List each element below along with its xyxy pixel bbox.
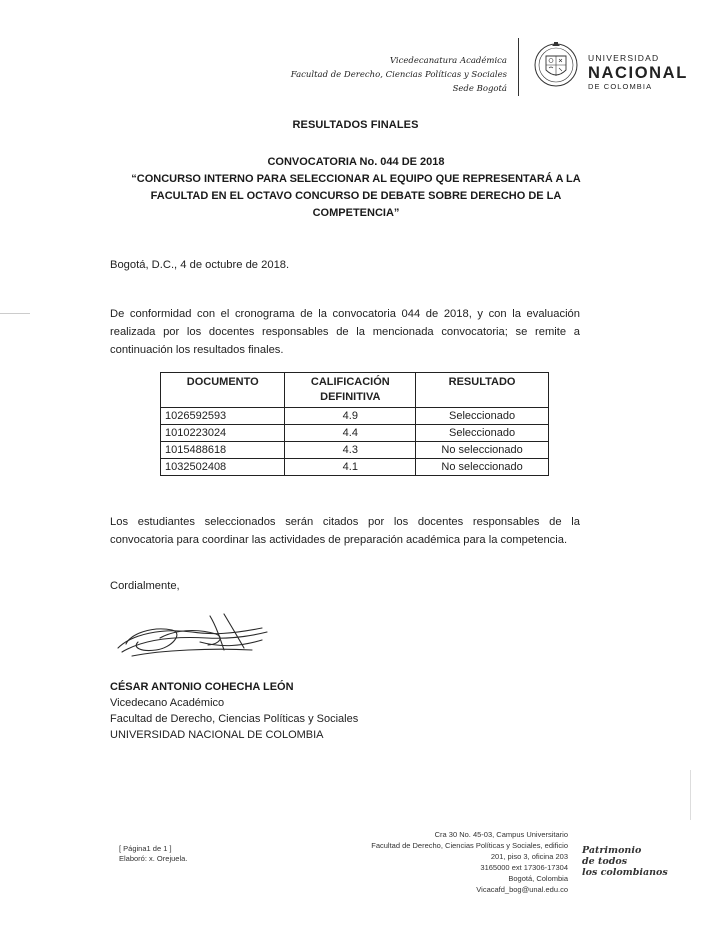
scan-mark [690, 770, 691, 820]
university-seal-icon [532, 40, 580, 88]
university-line1: UNIVERSIDAD [588, 53, 660, 63]
column-header-calificacion: CALIFICACIÓN DEFINITIVA [285, 373, 416, 408]
address-line: Bogotá, Colombia [508, 874, 568, 883]
office-line: Sede Bogotá [452, 84, 507, 94]
university-logo-text [588, 53, 688, 92]
intro-paragraph: De conformidad con el cronograma de la convocatoria 044 de 2018, y con la evaluación realizada por los docentes responsables de la mencionada convocatoria; se remite a continuación los resultados finales. [110, 308, 580, 356]
cell-documento: 1032502408 [161, 459, 285, 476]
address-line: Facultad de Derecho, Ciencias Políticas y Sociales, edificio [371, 841, 568, 850]
cell-documento: 1026592593 [161, 408, 285, 425]
office-line: Vicedecanatura Académica [389, 56, 507, 66]
convocatoria-subtitle-line: “CONCURSO INTERNO PARA SELECCIONAR AL EQUIPO QUE REPRESENTARÁ A LA [131, 173, 581, 185]
results-table [160, 372, 549, 476]
signatory-university: UNIVERSIDAD NACIONAL DE COLOMBIA [110, 729, 324, 741]
footer-left [119, 844, 187, 864]
motto-line: de todos [582, 856, 628, 867]
cell-documento: 1010223024 [161, 425, 285, 442]
cell-calificacion: 4.9 [285, 408, 416, 425]
address-line: 3165000 ext 17306-17304 [480, 863, 568, 872]
cell-resultado: No seleccionado [416, 442, 549, 459]
table-row [161, 425, 549, 442]
cell-calificacion: 4.1 [285, 459, 416, 476]
table-row [161, 408, 549, 425]
prepared-by: Elaboró: x. Orejuela. [119, 854, 188, 863]
page-title: RESULTADOS FINALES [292, 119, 419, 131]
scan-mark [0, 313, 30, 314]
date-line: Bogotá, D.C., 4 de octubre de 2018. [110, 259, 290, 271]
cell-resultado: No seleccionado [416, 459, 549, 476]
university-line3: DE COLOMBIA [588, 82, 653, 91]
motto-line: los colombianos [582, 867, 668, 878]
cell-resultado: Seleccionado [416, 408, 549, 425]
signatory-name: CÉSAR ANTONIO COHECHA LEÓN [110, 681, 294, 693]
header-divider [518, 38, 519, 96]
closing-paragraph: Los estudiantes seleccionados serán citados por los docentes responsables de la convocatoria para coordinar las actividades de preparación académica para la competencia. [110, 516, 580, 546]
cell-documento: 1015488618 [161, 442, 285, 459]
address-line: 201, piso 3, oficina 203 [490, 852, 568, 861]
cell-resultado: Seleccionado [416, 425, 549, 442]
column-header-documento: DOCUMENTO [161, 373, 285, 408]
handwritten-signature-icon [112, 604, 272, 674]
page-number: [ Página1 de 1 ] [119, 844, 172, 853]
convocatoria-subtitle-line: COMPETENCIA” [312, 207, 400, 219]
office-header [291, 54, 507, 96]
footer-motto [582, 845, 668, 878]
signatory-role: Vicedecano Académico [110, 697, 225, 709]
salutation: Cordialmente, [110, 580, 180, 592]
footer-address [371, 829, 568, 895]
convocatoria-subtitle-line: FACULTAD EN EL OCTAVO CONCURSO DE DEBATE SOBRE DERECHO DE LA [150, 190, 562, 202]
address-line: Vicacafd_bog@unal.edu.co [476, 885, 568, 894]
cell-calificacion: 4.3 [285, 442, 416, 459]
table-row [161, 442, 549, 459]
motto-line: Patrimonio [582, 845, 642, 856]
convocatoria-number: CONVOCATORIA No. 044 DE 2018 [267, 156, 445, 168]
cell-calificacion: 4.4 [285, 425, 416, 442]
office-line: Facultad de Derecho, Ciencias Políticas y Sociales [290, 70, 507, 80]
address-line: Cra 30 No. 45-03, Campus Universitario [434, 830, 568, 839]
table-row [161, 459, 549, 476]
university-line2: NACIONAL [588, 64, 688, 82]
table-header-row [161, 373, 549, 408]
signatory-faculty: Facultad de Derecho, Ciencias Políticas y Sociales [110, 713, 359, 725]
convocatoria-title [110, 154, 602, 222]
column-header-resultado: RESULTADO [416, 373, 549, 408]
